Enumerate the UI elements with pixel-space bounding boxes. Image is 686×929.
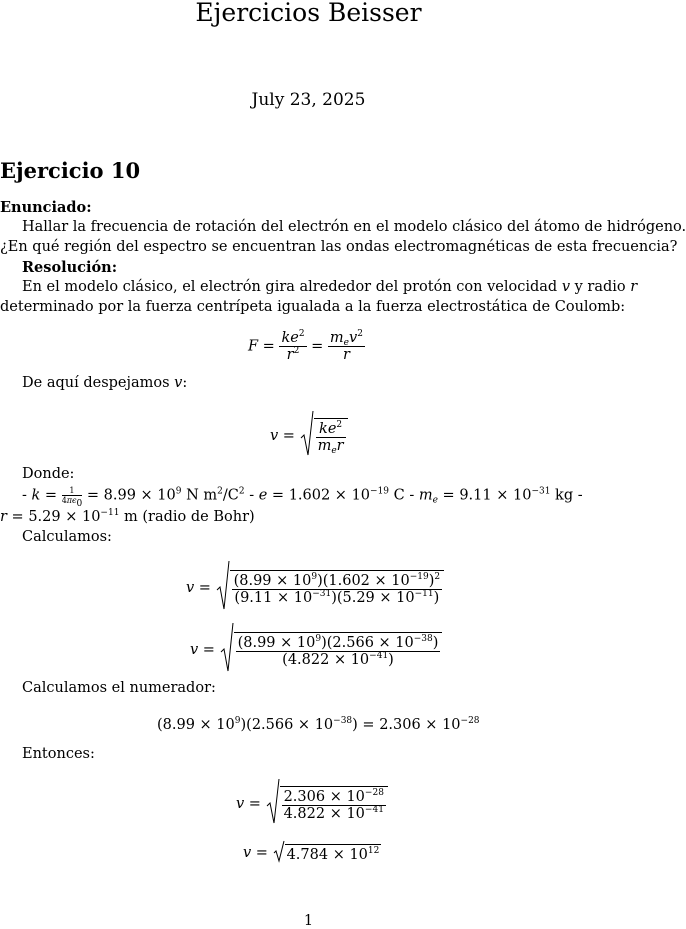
enunciado-label: Enunciado: <box>0 199 92 216</box>
equation-final: $v = 4.784 \times 10^{12}$ <box>243 840 381 866</box>
section-heading: Ejercicio 10 <box>0 158 141 183</box>
donde-label: Donde: <box>22 466 75 482</box>
resolucion-line-2: determinado por la fuerza centrípeta igualada a la fuerza electrostática de Coulomb: <box>0 299 626 315</box>
resolucion-label: Resolución: <box>22 259 118 276</box>
resolucion-line-1: En el modelo clásico, el electrón gira alrededor del protón con velocidad v y radio r <box>22 279 638 295</box>
sqrt-symbol <box>216 560 230 616</box>
calculamos-label: Calculamos: <box>22 529 112 545</box>
despejamos-text: De aquí despejamos v: <box>22 375 188 391</box>
entonces-label: Entonces: <box>22 746 95 762</box>
page-number: 1 <box>303 913 314 929</box>
numerador-label: Calculamos el numerador: <box>22 680 216 696</box>
equation-substitution: v = $\frac{(8.99 \times 10^9)(1.602 \times 10^{-19})^2}{(9.11 \times 10^{-31})(5.29 \times 10^{-11})}$ <box>186 560 444 616</box>
sqrt-symbol <box>220 622 234 678</box>
constants-line-2: $r = 5.29 \times 10^{-11}$ m (radio de Bohr) <box>0 508 255 525</box>
equation-v-formula: v = $\frac{ke^2}{m_er}$ <box>270 410 348 462</box>
enunciado-line-1: Hallar la frecuencia de rotación del electrón en el modelo clásico del átomo de hidrógeno. <box>22 219 686 235</box>
document-title: Ejercicios Beisser <box>195 0 422 27</box>
constants-line-1: - k = $\frac{1}{4\pi\epsilon_0} = 8.99 \times 10^9$ N $m^2/C^2 - e = 1.602 \times 10^{-19}$ $C - m_e = 9.11 \times 10^{-31}$ kg - <box>22 486 583 509</box>
equation-ratio: v = $\frac{2.306 \times 10^{-28}}{4.822 \times 10^{-41}}$ <box>236 778 388 830</box>
equation-force-balance: F = $\frac{ke^2}{r^2}$ = $\frac{m_ev^2}{r}$ <box>248 329 363 363</box>
document-date: July 23, 2025 <box>251 90 366 110</box>
equation-simplified: v = $\frac{(8.99 \times 10^9)(2.566 \times 10^{-38})}{(4.822 \times 10^{-41})}$ <box>190 622 442 678</box>
sqrt-symbol <box>266 778 280 830</box>
sqrt-symbol <box>273 840 285 866</box>
sqrt-symbol <box>300 410 314 462</box>
enunciado-line-2: ¿En qué región del espectro se encuentran las ondas electromagnéticas de esta frecuencia? <box>0 239 678 255</box>
equation-numerator: $(8.99 \times 10^9)(2.566 \times 10^{-38}) = 2.306 \times 10^{-28}$ <box>157 716 480 733</box>
